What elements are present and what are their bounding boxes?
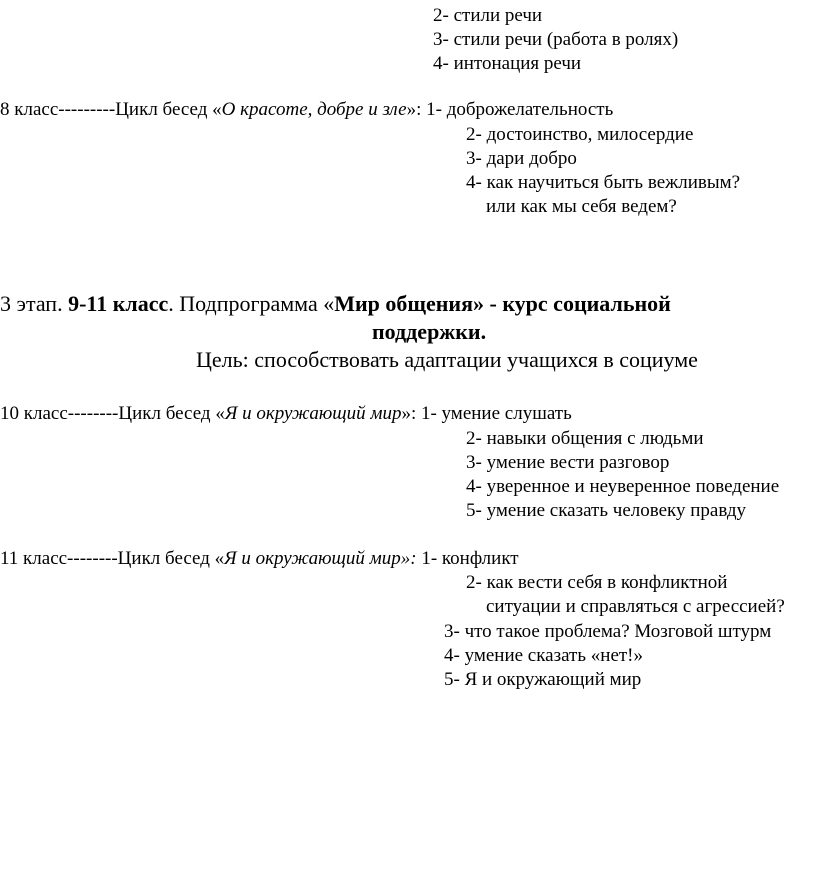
stage3-goal: Цель: способствовать адаптации учащихся в социуме xyxy=(196,347,698,372)
stage3-program: Мир общения» - курс социальной xyxy=(334,291,671,316)
grade8-item-3: 3- дари добро xyxy=(466,148,577,169)
grade10-item-2: 2- навыки общения с людьми xyxy=(466,428,704,449)
grade11-item-5: 5- Я и окружающий мир xyxy=(444,669,642,690)
grade8-prefix: 8 класс---------Цикл бесед « xyxy=(0,99,222,120)
grade11-heading xyxy=(0,547,519,571)
top-list-item-4: 4- интонация речи xyxy=(433,53,582,74)
grade8-item-4-cont: или как мы себя ведем? xyxy=(486,196,677,217)
grade8-heading xyxy=(0,98,613,122)
grade8-item-4: 4- как научиться быть вежливым? xyxy=(466,172,741,193)
grade11-prefix: 11 класс--------Цикл бесед « xyxy=(0,548,225,569)
grade8-theme: О красоте, добре и зле xyxy=(221,99,407,120)
grade8-item-2: 2- достоинство, милосердие xyxy=(466,124,694,145)
stage3-prefix: 3 этап. xyxy=(0,291,69,316)
grade8-suffix: »: 1- доброжелательность xyxy=(406,99,614,120)
grade11-theme: Я и окружающий мир»: xyxy=(224,548,417,569)
grade11-item-2-cont: ситуации и справляться с агрессией? xyxy=(486,596,785,617)
grade11-item-4: 4- умение сказать «нет!» xyxy=(444,645,644,666)
grade10-theme: Я и окружающий мир xyxy=(224,403,402,424)
grade10-heading xyxy=(0,402,572,426)
grade10-item-4: 4- уверенное и неуверенное поведение xyxy=(466,476,780,497)
grade10-prefix: 10 класс--------Цикл бесед « xyxy=(0,403,225,424)
stage3-heading xyxy=(0,290,671,318)
stage3-grades: 9-11 класс xyxy=(68,291,169,316)
grade10-item-3: 3- умение вести разговор xyxy=(466,452,670,473)
grade11-item-3: 3- что такое проблема? Мозговой штурм xyxy=(444,621,772,642)
top-list-item-3: 3- стили речи (работа в ролях) xyxy=(433,29,679,50)
grade10-suffix: »: 1- умение слушать xyxy=(401,403,572,424)
grade10-item-5: 5- умение сказать человеку правду xyxy=(466,500,747,521)
grade11-suffix: 1- конфликт xyxy=(416,548,519,569)
grade11-item-2: 2- как вести себя в конфликтной xyxy=(466,572,728,593)
stage3-middle: . Подпрограмма « xyxy=(168,291,335,316)
stage3-program-cont: поддержки. xyxy=(372,319,487,344)
top-list-item-2: 2- стили речи xyxy=(433,5,543,26)
